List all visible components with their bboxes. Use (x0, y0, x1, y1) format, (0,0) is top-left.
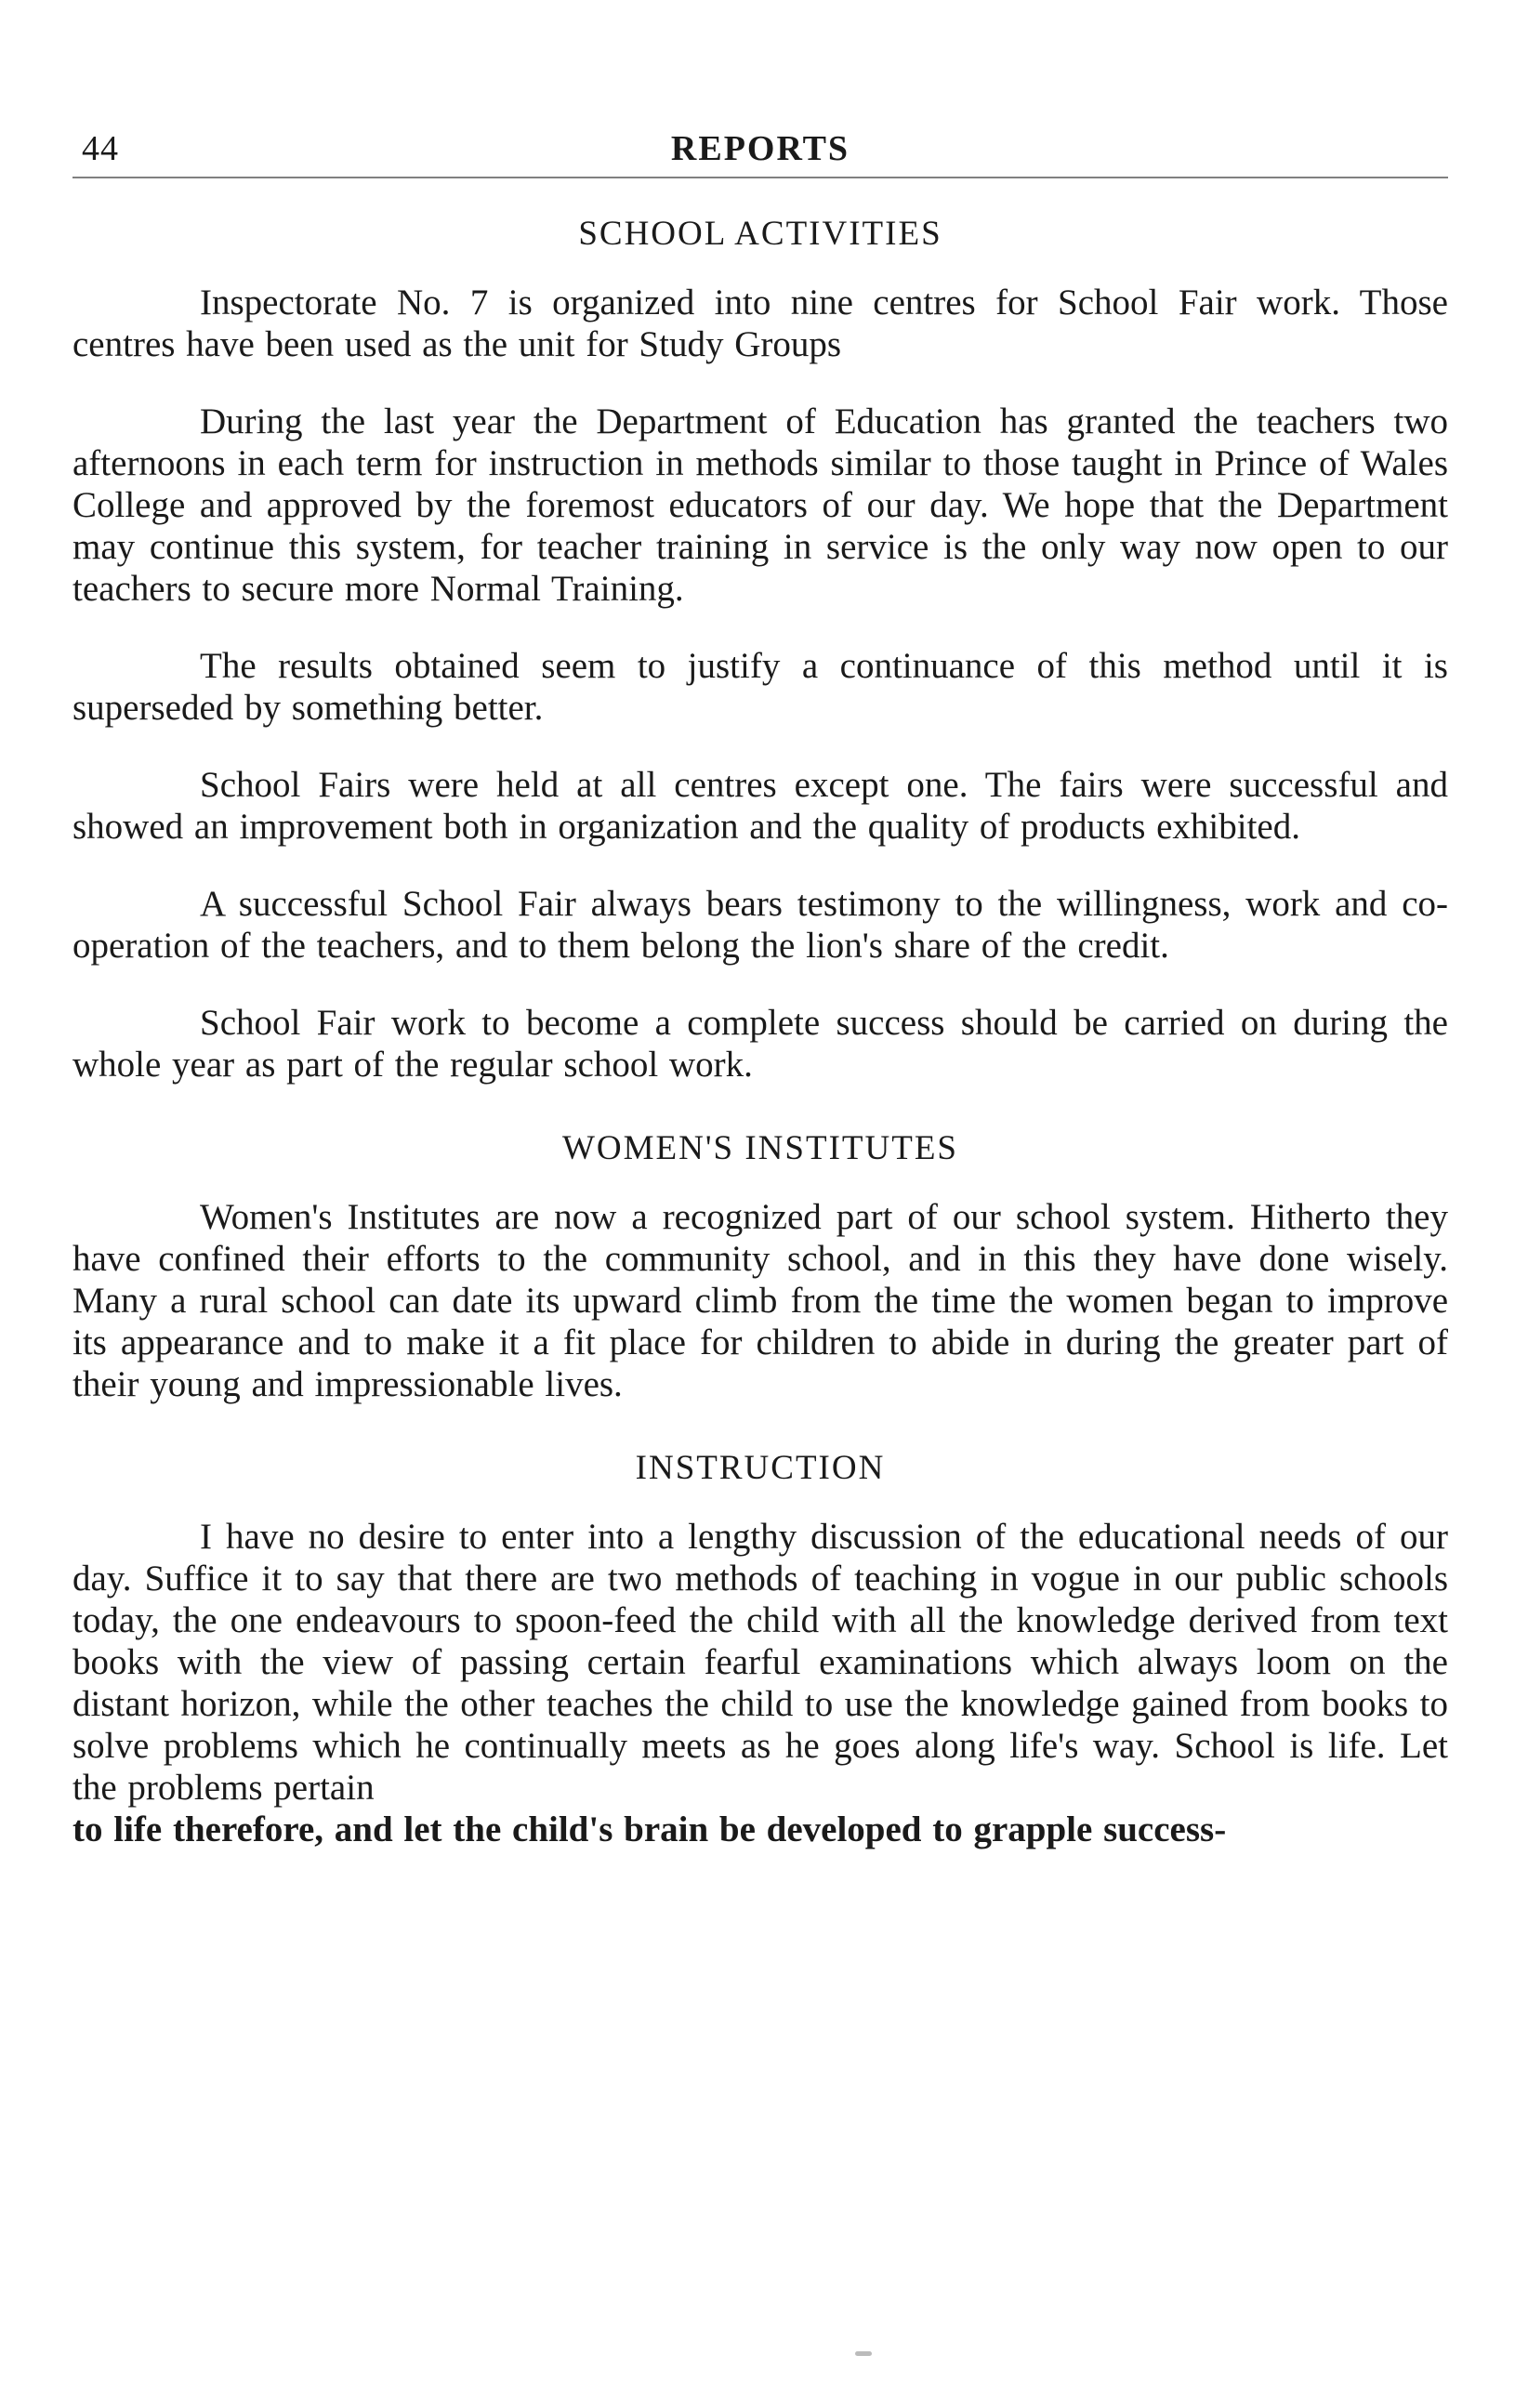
page (72, 112, 1448, 1886)
page-number: 44 (82, 129, 119, 168)
paragraph: The results obtained seem to justify a continuance of this method until it is superseded by something better. (72, 646, 1448, 728)
section-heading-instruction: INSTRUCTION (635, 1449, 886, 1487)
header-rule (72, 177, 1448, 178)
running-header (72, 112, 1448, 169)
running-title: REPORTS (670, 129, 850, 168)
section-heading-school-activities: SCHOOL ACTIVITIES (578, 215, 942, 253)
print-speck (855, 2351, 872, 2356)
paragraph: During the last year the Department of Education has granted the teachers two afternoons in each term for instruction in methods similar to those taught in Prince of Wales College and approved by the foremost educators of our day. We hope that the Department may continue this system, for teacher training in service is the only way now open to our teachers to secure more Normal Training. (72, 401, 1448, 609)
paragraph: School Fair work to become a complete success should be carried on during the whole year as part of the regular school work. (72, 1003, 1448, 1085)
paragraph: I have no desire to enter into a lengthy discussion of the educational needs of our day. Suffice it to say that there are two methods of teaching in vogue in our public schools today, the one endeavours to spoon-feed the child with all the knowledge derived from text books with the view of passing certain fearful examinations which always loom on the distant horizon, while the other teaches the child to use the knowledge gained from books to solve problems which he continually meets as he goes along life's way. School is life. Let the problems pertain (72, 1517, 1448, 1808)
paragraph: Inspectorate No. 7 is organized into nine centres for School Fair work. Those centres have been used as the unit for Study Groups (72, 283, 1448, 364)
paragraph: A successful School Fair always bears testimony to the willingness, work and co-operation of the teachers, and to them belong the lion's share of the credit. (72, 884, 1448, 966)
paragraph: Women's Institutes are now a recognized part of our school system. Hitherto they have confined their efforts to the community school, and in this they have done wisely. Many a rural school can date its upward climb from the time the women began to improve its appearance and to make it a fit place for children to abide in during the greater part of their young and impressionable lives. (72, 1197, 1448, 1404)
section-heading-womens-institutes: WOMEN'S INSTITUTES (562, 1129, 958, 1167)
paragraph-bold-continuation: to life therefore, and let the child's brain be developed to grapple success- (72, 1809, 1227, 1849)
paragraph: School Fairs were held at all centres except one. The fairs were successful and showed an improvement both in organization and the quality of products exhibited. (72, 765, 1448, 847)
